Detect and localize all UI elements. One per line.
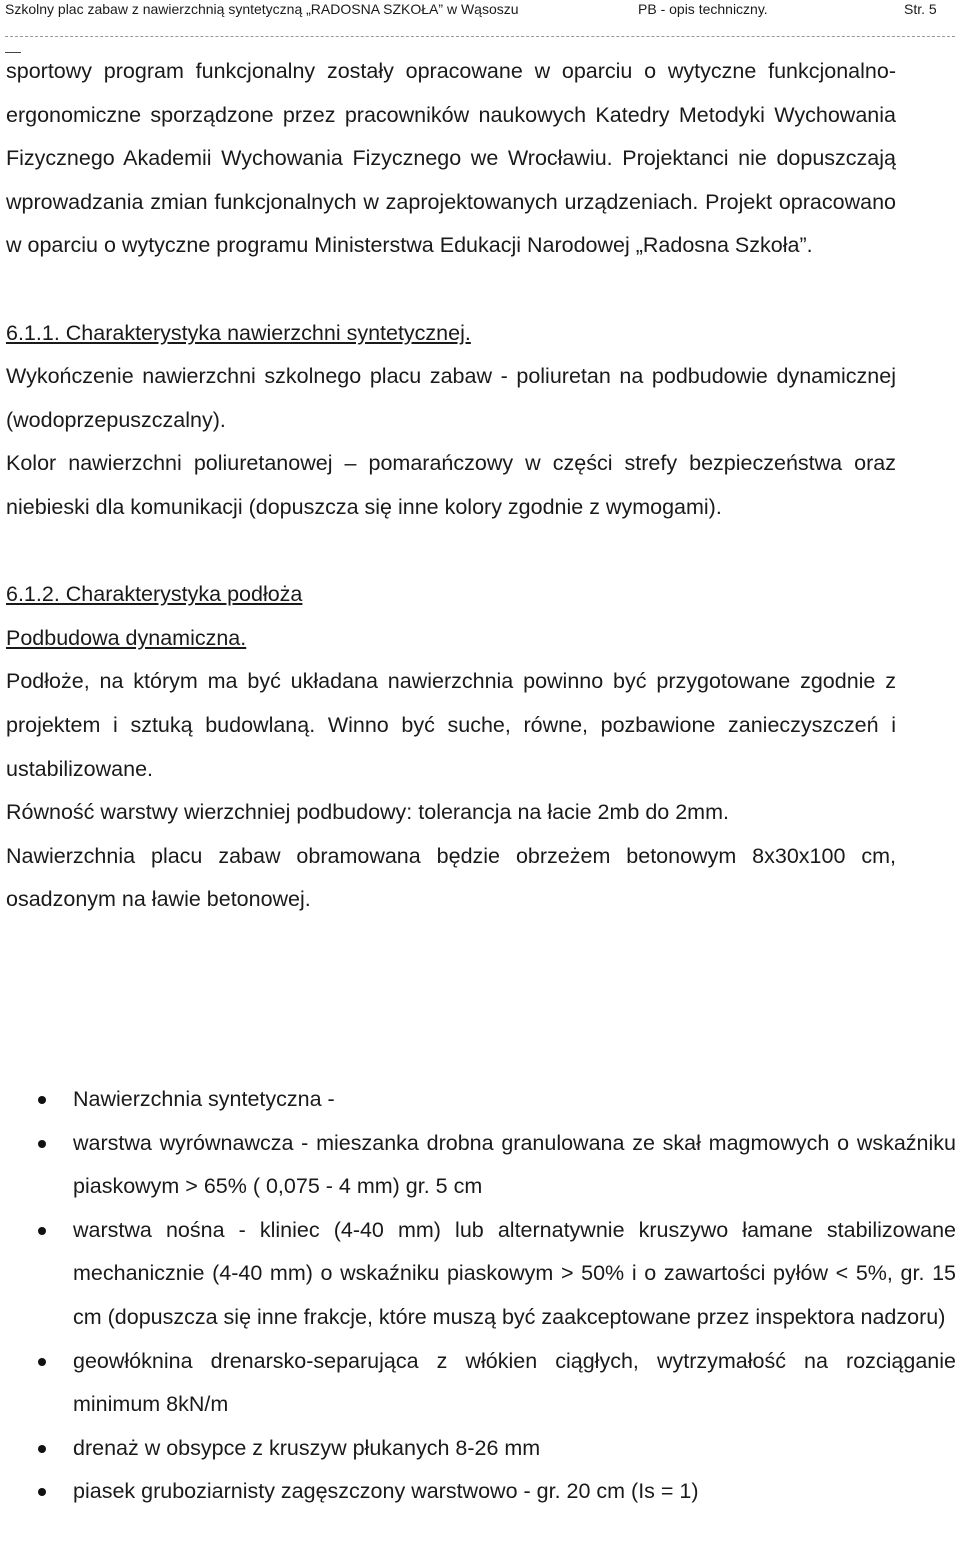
- paragraph-substrate: Podłoże, na którym ma być układana nawierzchnia powinno być przygotowane zgodnie z projektem i sztuką budowlaną. Winno być suche, równe, pozbawione zanieczyszczeń i ustabilizowane.: [6, 669, 896, 781]
- list-item-text: geowłóknina drenarsko-separująca z włókien ciągłych, wytrzymałość na rozciąganie minimum 8kN/m: [73, 1348, 956, 1417]
- page-header: [5, 0, 955, 22]
- section-heading-6-1-2: 6.1.2. Charakterystyka podłoża: [6, 582, 303, 607]
- bullet-icon: [38, 1096, 46, 1104]
- list-item: [6, 1470, 956, 1514]
- paragraph-flatness: Równość warstwy wierzchniej podbudowy: tolerancja na łacie 2mb do 2mm.: [6, 800, 729, 825]
- paragraph-finish: Wykończenie nawierzchni szkolnego placu zabaw - poliuretan na podbudowie dynamicznej (wodoprzepuszczalny).: [6, 364, 896, 432]
- section-heading-6-1-1: 6.1.1. Charakterystyka nawierzchni syntetycznej.: [6, 320, 471, 345]
- bullet-icon: [38, 1488, 46, 1496]
- header-doc-type: PB - opis techniczny.: [638, 1, 768, 17]
- list-item: [6, 1209, 956, 1340]
- bullet-icon: [38, 1140, 46, 1148]
- paragraph-color: Kolor nawierzchni poliuretanowej – pomarańczowy w części strefy bezpieczeństwa oraz niebieski dla komunikacji (dopuszcza się inne kolory zgodnie z wymogami).: [6, 451, 896, 519]
- list-item-text: warstwa wyrównawcza - mieszanka drobna granulowana ze skał magmowych o wskaźniku piaskowym > 65% ( 0,075 - 4 mm) gr. 5 cm: [73, 1130, 956, 1199]
- bullet-icon: [38, 1358, 46, 1366]
- paragraph-program: sportowy program funkcjonalny zostały opracowane w oparciu o wytyczne funkcjonalno-ergonomiczne sporządzone przez pracowników naukowych Katedry Metodyki Wychowania Fizycznego Akademii Wychowania Fizycznego we Wrocławiu. Projektanci nie dopuszczają wprowadzania zmian funkcjonalnych w zaprojektowanych urządzeniach. Projekt opracowano w oparciu o wytyczne programu Ministerstwa Edukacji Narodowej „Radosna Szkoła”.: [6, 59, 896, 258]
- bullet-icon: [38, 1445, 46, 1453]
- paragraph-edging: Nawierzchnia placu zabaw obramowana będzie obrzeżem betonowym 8x30x100 cm, osadzonym na ławie betonowej.: [6, 843, 896, 912]
- list-item: [6, 1340, 956, 1427]
- document-body: [6, 50, 896, 922]
- list-item: [6, 1122, 956, 1209]
- layers-list: [6, 1078, 956, 1514]
- spacer: [6, 268, 896, 312]
- bullet-icon: [38, 1227, 46, 1235]
- list-item-text: piasek gruboziarnisty zagęszczony warstwowo - gr. 20 cm (Is = 1): [73, 1479, 699, 1504]
- list-item-text: warstwa nośna - kliniec (4-40 mm) lub alternatywnie kruszywo łamane stabilizowane mechanicznie (4-40 mm) o wskaźniku piaskowym > 50% i o zawartości pyłów < 5%, gr. 15 cm (dopuszcza się inne frakcje, które muszą być zaakceptowane przez inspektora nadzoru): [73, 1217, 956, 1329]
- header-divider: [5, 36, 955, 37]
- list-item-text: drenaż w obsypce z kruszyw płukanych 8-26 mm: [73, 1435, 541, 1460]
- list-item: [6, 1427, 956, 1471]
- list-item-text: Nawierzchnia syntetyczna -: [73, 1087, 335, 1111]
- header-title: Szkolny plac zabaw z nawierzchnią syntetyczną „RADOSNA SZKOŁA” w Wąsoszu: [5, 1, 519, 17]
- subheading-podbudowa: Podbudowa dynamiczna.: [6, 625, 247, 650]
- list-item: [6, 1078, 956, 1122]
- header-page-number: Str. 5: [904, 1, 937, 17]
- spacer: [6, 530, 896, 574]
